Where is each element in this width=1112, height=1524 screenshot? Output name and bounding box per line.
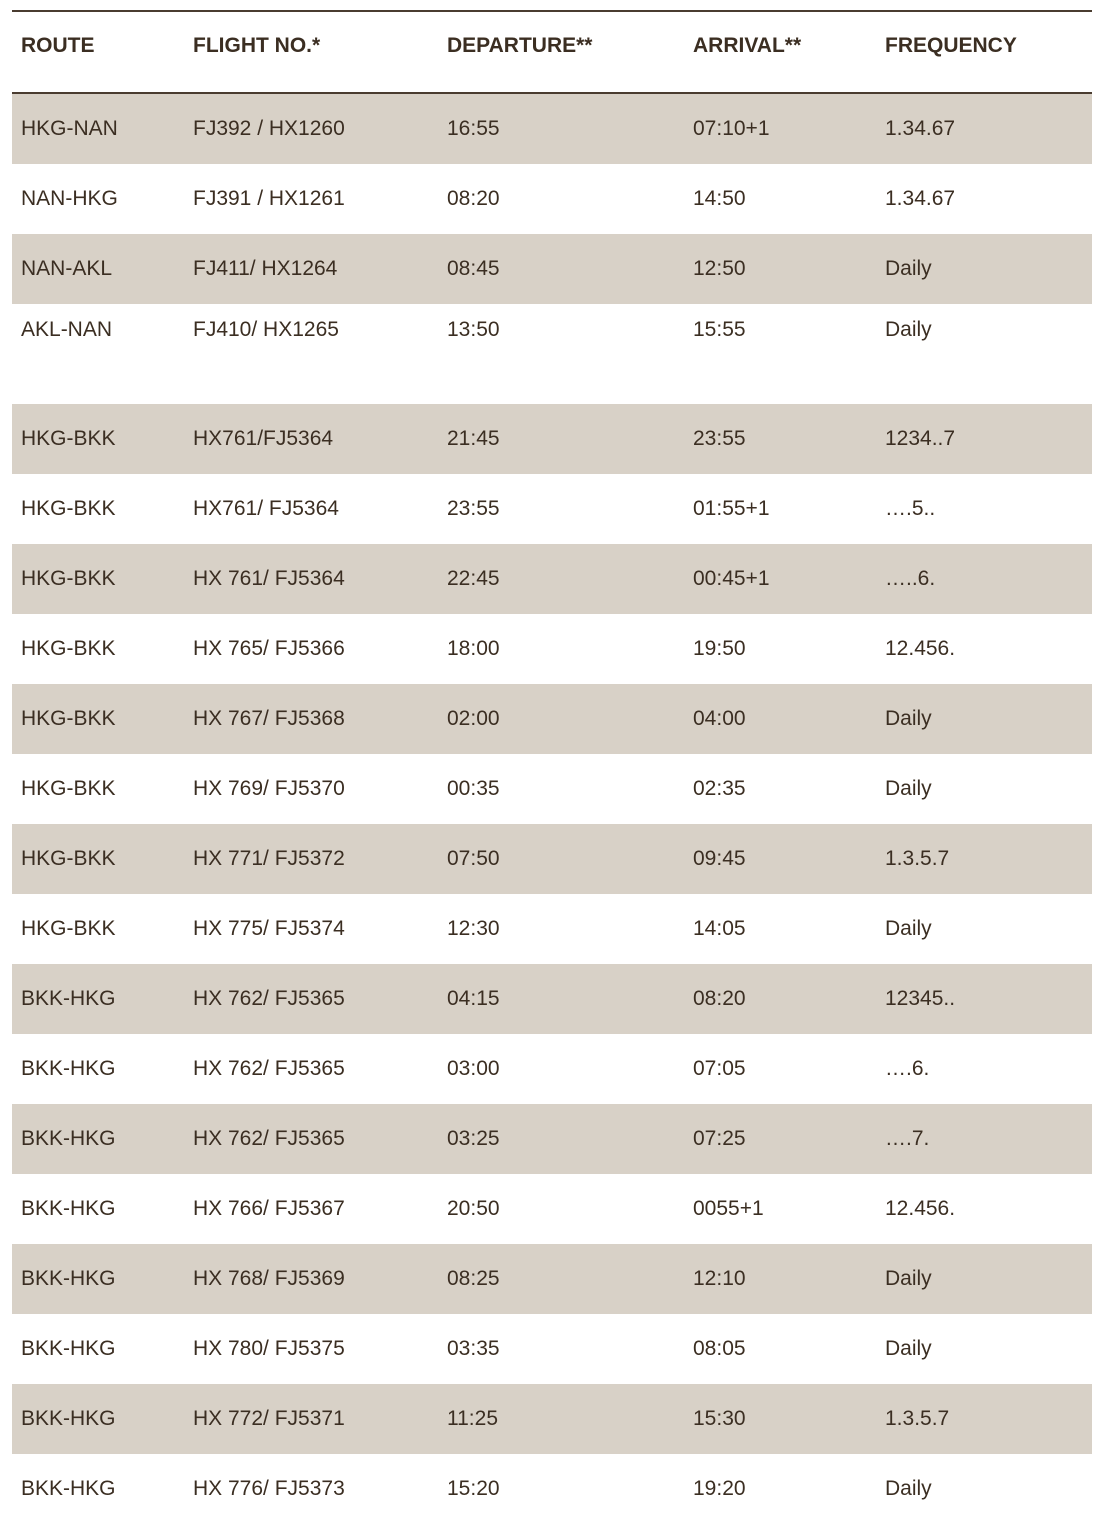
table-row <box>12 94 1092 164</box>
cell-arrival: 12:50 <box>693 257 746 280</box>
cell-arrival: 23:55 <box>693 427 746 450</box>
table-row <box>12 754 1092 824</box>
table-row <box>12 164 1092 234</box>
flight-schedule-table <box>12 10 1092 1524</box>
table-row <box>12 1384 1092 1454</box>
header-departure: DEPARTURE** <box>447 34 593 57</box>
cell-flight-no: HX 780/ FJ5375 <box>193 1337 345 1360</box>
cell-route: BKK-HKG <box>21 1407 116 1430</box>
header-route: ROUTE <box>21 34 95 57</box>
cell-route: BKK-HKG <box>21 1267 116 1290</box>
cell-arrival: 15:30 <box>693 1407 746 1430</box>
cell-frequency: Daily <box>885 1267 932 1290</box>
cell-arrival: 08:05 <box>693 1337 746 1360</box>
cell-arrival: 07:25 <box>693 1127 746 1150</box>
cell-frequency: 1.34.67 <box>885 117 956 140</box>
cell-arrival: 07:05 <box>693 1057 746 1080</box>
table-header <box>12 10 1092 94</box>
cell-frequency: 12345.. <box>885 987 956 1010</box>
cell-frequency: ….7. <box>885 1127 930 1150</box>
cell-frequency: 12.456. <box>885 637 956 660</box>
cell-departure: 02:00 <box>447 707 500 730</box>
cell-flight-no: HX 766/ FJ5367 <box>193 1197 345 1220</box>
cell-frequency: 1234..7 <box>885 427 956 450</box>
cell-frequency: Daily <box>885 707 932 730</box>
cell-departure: 08:20 <box>447 187 500 210</box>
cell-flight-no: FJ410/ HX1265 <box>193 318 339 341</box>
cell-frequency: ….6. <box>885 1057 930 1080</box>
table-row <box>12 614 1092 684</box>
cell-route: HKG-BKK <box>21 917 116 940</box>
table-row <box>12 1174 1092 1244</box>
cell-flight-no: HX 775/ FJ5374 <box>193 917 345 940</box>
cell-departure: 08:45 <box>447 257 500 280</box>
cell-arrival: 14:05 <box>693 917 746 940</box>
cell-frequency: 12.456. <box>885 1197 956 1220</box>
cell-flight-no: HX761/FJ5364 <box>193 427 334 450</box>
table-row <box>12 1104 1092 1174</box>
cell-departure: 03:35 <box>447 1337 500 1360</box>
cell-arrival: 04:00 <box>693 707 746 730</box>
cell-route: BKK-HKG <box>21 1197 116 1220</box>
cell-route: HKG-BKK <box>21 707 116 730</box>
table-row <box>12 474 1092 544</box>
cell-flight-no: HX761/ FJ5364 <box>193 497 339 520</box>
table-row <box>12 1244 1092 1314</box>
cell-flight-no: HX 772/ FJ5371 <box>193 1407 345 1430</box>
table-row <box>12 1034 1092 1104</box>
cell-route: HKG-BKK <box>21 777 116 800</box>
cell-route: HKG-BKK <box>21 637 116 660</box>
cell-flight-no: HX 762/ FJ5365 <box>193 1057 345 1080</box>
cell-frequency: 1.3.5.7 <box>885 847 950 870</box>
cell-flight-no: HX 762/ FJ5365 <box>193 987 345 1010</box>
cell-flight-no: HX 767/ FJ5368 <box>193 707 345 730</box>
header-frequency: FREQUENCY <box>885 34 1017 57</box>
cell-route: BKK-HKG <box>21 1477 116 1500</box>
cell-arrival: 00:45+1 <box>693 567 770 590</box>
cell-departure: 13:50 <box>447 318 500 341</box>
cell-departure: 15:20 <box>447 1477 500 1500</box>
cell-departure: 08:25 <box>447 1267 500 1290</box>
cell-route: BKK-HKG <box>21 1337 116 1360</box>
cell-route: HKG-BKK <box>21 567 116 590</box>
table-row <box>12 1454 1092 1524</box>
cell-flight-no: HX 762/ FJ5365 <box>193 1127 345 1150</box>
cell-route: BKK-HKG <box>21 987 116 1010</box>
cell-route: HKG-BKK <box>21 497 116 520</box>
header-arrival: ARRIVAL** <box>693 34 802 57</box>
cell-frequency: Daily <box>885 1337 932 1360</box>
cell-flight-no: HX 765/ FJ5366 <box>193 637 345 660</box>
cell-departure: 16:55 <box>447 117 500 140</box>
table-row <box>12 234 1092 304</box>
cell-frequency: 1.3.5.7 <box>885 1407 950 1430</box>
cell-arrival: 0055+1 <box>693 1197 764 1220</box>
cell-arrival: 07:10+1 <box>693 117 770 140</box>
table-row <box>12 304 1092 404</box>
cell-flight-no: HX 761/ FJ5364 <box>193 567 345 590</box>
cell-arrival: 12:10 <box>693 1267 746 1290</box>
cell-frequency: Daily <box>885 318 932 341</box>
cell-route: HKG-BKK <box>21 427 116 450</box>
cell-frequency: ….5.. <box>885 497 936 520</box>
table-row <box>12 1314 1092 1384</box>
cell-frequency: Daily <box>885 917 932 940</box>
cell-arrival: 09:45 <box>693 847 746 870</box>
cell-departure: 18:00 <box>447 637 500 660</box>
cell-flight-no: FJ392 / HX1260 <box>193 117 345 140</box>
cell-frequency: Daily <box>885 257 932 280</box>
cell-departure: 07:50 <box>447 847 500 870</box>
cell-route: BKK-HKG <box>21 1127 116 1150</box>
cell-departure: 22:45 <box>447 567 500 590</box>
cell-departure: 12:30 <box>447 917 500 940</box>
cell-departure: 03:25 <box>447 1127 500 1150</box>
cell-arrival: 02:35 <box>693 777 746 800</box>
cell-arrival: 08:20 <box>693 987 746 1010</box>
cell-route: AKL-NAN <box>21 318 113 341</box>
cell-departure: 11:25 <box>447 1407 498 1430</box>
table-row <box>12 824 1092 894</box>
cell-arrival: 19:20 <box>693 1477 746 1500</box>
cell-flight-no: HX 768/ FJ5369 <box>193 1267 345 1290</box>
table-row <box>12 544 1092 614</box>
table-row <box>12 404 1092 474</box>
header-flight-no: FLIGHT NO.* <box>193 34 321 57</box>
cell-departure: 04:15 <box>447 987 500 1010</box>
cell-flight-no: HX 769/ FJ5370 <box>193 777 345 800</box>
cell-frequency: Daily <box>885 777 932 800</box>
cell-route: BKK-HKG <box>21 1057 116 1080</box>
cell-frequency: …..6. <box>885 567 936 590</box>
cell-departure: 03:00 <box>447 1057 500 1080</box>
cell-flight-no: FJ411/ HX1264 <box>193 257 338 280</box>
cell-flight-no: HX 776/ FJ5373 <box>193 1477 345 1500</box>
cell-arrival: 14:50 <box>693 187 746 210</box>
cell-departure: 23:55 <box>447 497 500 520</box>
table-row <box>12 964 1092 1034</box>
cell-route: NAN-HKG <box>21 187 118 210</box>
cell-route: HKG-NAN <box>21 117 118 140</box>
cell-route: HKG-BKK <box>21 847 116 870</box>
cell-departure: 21:45 <box>447 427 500 450</box>
cell-departure: 20:50 <box>447 1197 500 1220</box>
cell-flight-no: HX 771/ FJ5372 <box>193 847 345 870</box>
cell-flight-no: FJ391 / HX1261 <box>193 187 345 210</box>
cell-frequency: Daily <box>885 1477 932 1500</box>
cell-route: NAN-AKL <box>21 257 113 280</box>
cell-arrival: 01:55+1 <box>693 497 770 520</box>
cell-departure: 00:35 <box>447 777 500 800</box>
cell-frequency: 1.34.67 <box>885 187 956 210</box>
cell-arrival: 19:50 <box>693 637 746 660</box>
cell-arrival: 15:55 <box>693 318 746 341</box>
table-row <box>12 684 1092 754</box>
table-row <box>12 894 1092 964</box>
